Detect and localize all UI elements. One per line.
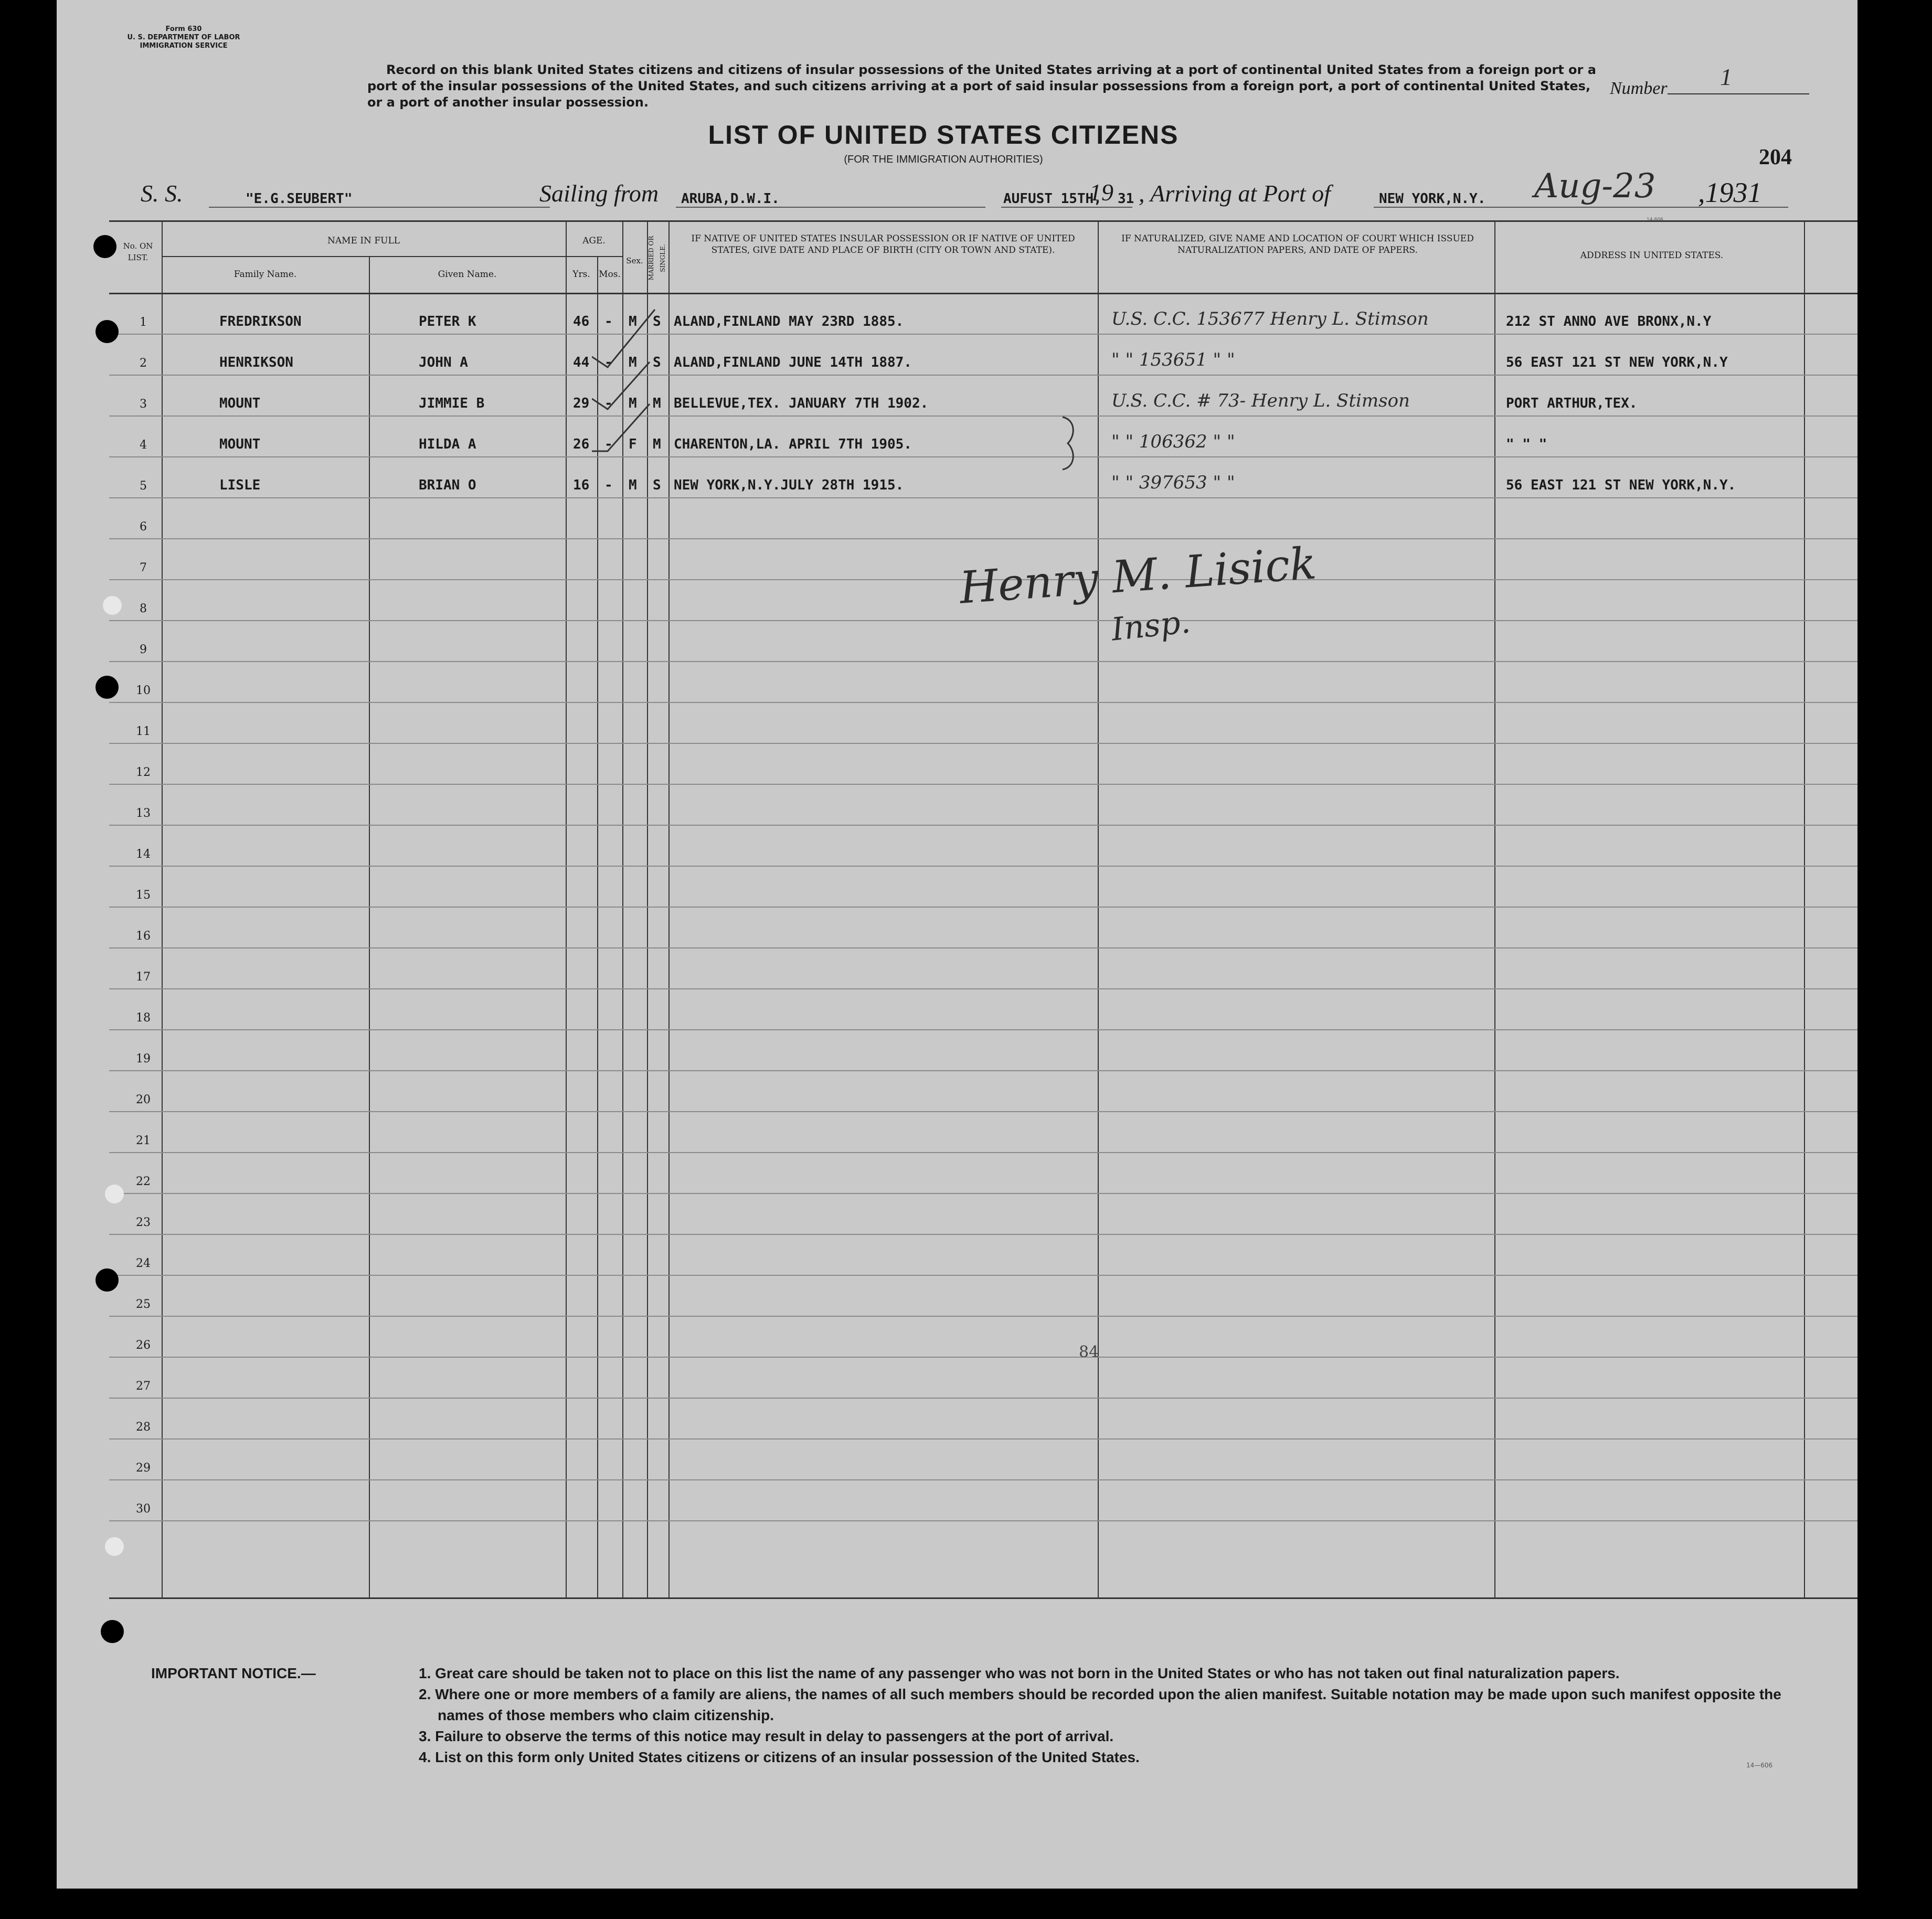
birth-place-date-cell: CHARENTON,LA. APRIL 7TH 1905. [674, 436, 912, 452]
notice-item-1: 1. Great care should be taken not to place on this list the name of any passenger who was not born in the United States or who has not taken out final naturalization papers. [419, 1665, 1620, 1681]
age-months-cell: - [604, 396, 613, 411]
number-label: Number [1610, 79, 1668, 98]
family-name-cell: HENRIKSON [219, 355, 293, 370]
punch-hole [95, 676, 119, 699]
marital-status-cell: S [653, 355, 661, 370]
sex-cell: M [629, 314, 637, 329]
row-rule [109, 1398, 1857, 1399]
ship-name: "E.G.SEUBERT" [246, 191, 353, 207]
table-top-border [109, 220, 1857, 222]
row-rule [109, 825, 1857, 826]
age-years-cell: 44 [573, 355, 590, 370]
family-name-cell: LISLE [219, 477, 261, 493]
punch-hole [93, 235, 116, 258]
row-number: 10 [136, 684, 151, 697]
row-rule [109, 1520, 1857, 1521]
manifest-page [57, 0, 1857, 1889]
birth-place-date-cell: NEW YORK,N.Y.JULY 28TH 1915. [674, 477, 904, 493]
row-number: 21 [136, 1134, 151, 1147]
row-number: 19 [136, 1052, 151, 1065]
citizens-table [57, 220, 1857, 1600]
given-name-cell: HILDA A [419, 436, 476, 452]
row-number: 16 [136, 930, 151, 943]
row-number: 1 [140, 316, 147, 329]
row-number: 29 [136, 1462, 151, 1475]
row-rule [109, 947, 1857, 948]
page-subtitle: (FOR THE IMMIGRATION AUTHORITIES) [844, 154, 1043, 165]
naturalization-cell: U.S. C.C. 153677 Henry L. Stimson [1111, 308, 1429, 329]
row-rule [109, 988, 1857, 989]
sail-date: AUFUST 15TH, [1003, 191, 1102, 207]
page-number: 204 [1759, 145, 1792, 169]
row-number: 28 [136, 1421, 151, 1434]
row-number: 9 [140, 643, 147, 656]
given-name-cell: JOHN A [419, 355, 468, 370]
family-name-cell: MOUNT [219, 436, 261, 452]
naturalization-cell: " " 153651 " " [1111, 349, 1235, 370]
stray-mark: 84 [1079, 1343, 1099, 1361]
col-header-age: AGE. [582, 236, 606, 246]
row-number: 4 [140, 439, 147, 452]
row-rule [109, 1234, 1857, 1235]
row-rule [109, 1479, 1857, 1480]
row-rule [109, 620, 1857, 621]
row-number: 17 [136, 971, 151, 984]
col-header-yrs: Yrs. [572, 269, 590, 280]
row-number: 25 [136, 1298, 151, 1311]
col-header-birth: IF NATIVE OF UNITED STATES INSULAR POSSESSION OR IF NATIVE OF UNITED STATES, GIVE DATE AND PLACE OF BIRTH (CITY OR TOWN AND STATE). [691, 233, 1075, 255]
age-years-cell: 26 [573, 436, 590, 452]
col-rule [668, 220, 670, 1597]
row-number: 20 [136, 1093, 151, 1106]
sail-year-prefix: 19 [1089, 179, 1113, 206]
row-number: 14 [136, 848, 151, 861]
birth-place-date-cell: BELLEVUE,TEX. JANUARY 7TH 1902. [674, 396, 929, 411]
col-header-sex: Sex. [626, 256, 643, 265]
row-number: 15 [136, 889, 151, 902]
ss-label: S. S. [141, 180, 183, 207]
sex-cell: M [629, 355, 637, 370]
given-name-cell: BRIAN O [419, 477, 476, 493]
row-number: 22 [136, 1175, 151, 1188]
age-subheader-rule [566, 256, 622, 257]
row-number: 5 [140, 479, 147, 493]
col-rule [1804, 220, 1805, 1597]
col-rule [1494, 220, 1495, 1597]
inspector-title: Insp. [1109, 603, 1192, 648]
row-rule [109, 334, 1857, 335]
row-number: 13 [136, 807, 151, 820]
service-name: IMMIGRATION SERVICE [140, 42, 228, 50]
number-line [1668, 93, 1809, 94]
age-months-cell: - [604, 436, 613, 452]
punch-hole-open [105, 1537, 124, 1556]
marital-status-cell: S [653, 314, 661, 329]
sex-cell: F [629, 436, 637, 452]
row-rule [109, 1275, 1857, 1276]
age-months-cell: - [604, 355, 613, 370]
row-rule [109, 1316, 1857, 1317]
age-years-cell: 16 [573, 477, 590, 493]
notice-heading: IMPORTANT NOTICE.— [151, 1665, 316, 1681]
row-rule [109, 1111, 1857, 1112]
row-rule [109, 375, 1857, 376]
page-title: LIST OF UNITED STATES CITIZENS [708, 120, 1179, 150]
age-years-cell: 46 [573, 314, 590, 329]
address-cell: 212 ST ANNO AVE BRONX,N.Y [1506, 314, 1712, 329]
arrival-port: NEW YORK,N.Y. [1379, 191, 1486, 207]
col-rule [566, 220, 567, 1597]
row-rule [109, 1152, 1857, 1153]
row-rule [109, 1193, 1857, 1194]
row-number: 11 [136, 725, 151, 738]
form-agency-block [105, 25, 262, 50]
naturalization-cell: U.S. C.C. # 73- Henry L. Stimson [1111, 390, 1410, 411]
family-bracket [1060, 414, 1081, 472]
row-rule [109, 743, 1857, 744]
row-rule [109, 1029, 1857, 1030]
col-header-family: Family Name. [233, 269, 297, 280]
row-number: 24 [136, 1257, 151, 1270]
print-code: 14-606 [1647, 217, 1663, 222]
arrival-date: Aug-23 [1534, 167, 1656, 206]
sex-cell: M [629, 477, 637, 493]
age-months-cell: - [604, 477, 613, 493]
col-header-name: NAME IN FULL [327, 236, 400, 246]
given-name-cell: JIMMIE B [419, 396, 485, 411]
marital-status-cell: S [653, 477, 661, 493]
notice-item-4: 4. List on this form only United States citizens or citizens of an insular possession of the United States. [419, 1749, 1140, 1765]
row-number: 6 [140, 520, 147, 534]
address-cell: PORT ARTHUR,TEX. [1506, 396, 1638, 411]
family-name-cell: FREDRIKSON [219, 314, 302, 329]
row-rule [109, 866, 1857, 867]
arrival-year: ,1931 [1698, 177, 1762, 208]
sailing-label: Sailing from [539, 180, 659, 207]
table-bottom-border [109, 1597, 1857, 1599]
row-number: 26 [136, 1339, 151, 1352]
sail-date-line [1001, 207, 1132, 208]
row-number: 2 [140, 357, 147, 370]
col-header-married: MARRIED OR SINGLE. [647, 236, 666, 281]
col-header-no: No. ON LIST. [123, 241, 153, 262]
punch-hole [101, 1620, 124, 1643]
sailing-from: ARUBA,D.W.I. [681, 191, 780, 207]
ship-line [209, 207, 550, 208]
col-rule [1098, 220, 1099, 1597]
row-number: 7 [140, 561, 147, 574]
row-rule [109, 1357, 1857, 1358]
row-number: 27 [136, 1380, 151, 1393]
col-header-mos: Mos. [599, 269, 621, 280]
record-instructions: Record on this blank United States citizens and citizens of insular possessions of the United States arriving at a port of continental United States from a foreign port or a port of the insular possessions of the United States, and such citizens arriving at a port of said insular possessions from a foreign port, a port of continental United States, or a port of another insular possession. [367, 62, 1596, 110]
address-cell: 56 EAST 121 ST NEW YORK,N.Y [1506, 355, 1728, 370]
col-header-given: Given Name. [438, 269, 497, 280]
notice-item-3: 3. Failure to observe the terms of this notice may result in delay to passengers at the port of arrival. [419, 1728, 1114, 1744]
row-rule [109, 1438, 1857, 1440]
row-rule [109, 661, 1857, 662]
age-years-cell: 29 [573, 396, 590, 411]
row-number: 3 [140, 398, 147, 411]
col-header-naturalized: IF NATURALIZED, GIVE NAME AND LOCATION OF COURT WHICH ISSUED NATURALIZATION PAPERS, AND DATE OF PAPERS. [1121, 233, 1474, 255]
row-rule [109, 907, 1857, 908]
inspector-signature: Henry M. Lisick [958, 537, 1318, 614]
row-number: 8 [140, 602, 147, 615]
row-rule [109, 497, 1857, 498]
given-name-cell: PETER K [419, 314, 476, 329]
row-number: 23 [136, 1216, 151, 1229]
birth-place-date-cell: ALAND,FINLAND JUNE 14TH 1887. [674, 355, 912, 370]
marital-status-cell: M [653, 436, 661, 452]
birth-place-date-cell: ALAND,FINLAND MAY 23RD 1885. [674, 314, 904, 329]
punch-hole [95, 1268, 119, 1292]
sailing-line [676, 207, 985, 208]
age-months-cell: - [604, 314, 613, 329]
check-marks [592, 294, 665, 462]
department-name: U. S. DEPARTMENT OF LABOR [127, 34, 240, 41]
row-rule [109, 456, 1857, 457]
notice-code: 14—606 [1746, 1762, 1773, 1769]
header-bottom-border [109, 293, 1857, 294]
punch-hole [95, 320, 119, 343]
naturalization-cell: " " 397653 " " [1111, 472, 1235, 493]
address-cell: 56 EAST 121 ST NEW YORK,N.Y. [1506, 477, 1736, 493]
row-rule [109, 1070, 1857, 1071]
name-subheader-rule [162, 256, 622, 257]
number-value: 1 [1720, 63, 1732, 90]
address-cell: " " " [1506, 436, 1547, 452]
col-header-address: ADDRESS IN UNITED STATES. [1580, 250, 1724, 261]
punch-hole-open [105, 1185, 124, 1203]
notice-items [419, 1663, 1830, 1768]
sail-year-suffix: 31 [1118, 191, 1134, 207]
sex-cell: M [629, 396, 637, 411]
family-name-cell: MOUNT [219, 396, 261, 411]
row-rule [109, 538, 1857, 539]
punch-hole-open [103, 596, 122, 615]
row-rule [109, 784, 1857, 785]
row-number: 12 [136, 766, 151, 779]
form-number: Form 630 [165, 25, 202, 33]
row-rule [109, 415, 1857, 417]
row-rule [109, 702, 1857, 703]
row-number: 18 [136, 1011, 151, 1025]
naturalization-cell: " " 106362 " " [1111, 431, 1235, 452]
notice-item-2: 2. Where one or more members of a family are aliens, the names of all such members should be recorded upon the alien manifest. Suitable notation may be made upon such manifest opposite the names of those members who claim citizenship. [419, 1686, 1781, 1723]
row-number: 30 [136, 1502, 151, 1516]
marital-status-cell: M [653, 396, 661, 411]
arriving-label: , Arriving at Port of [1139, 180, 1331, 207]
